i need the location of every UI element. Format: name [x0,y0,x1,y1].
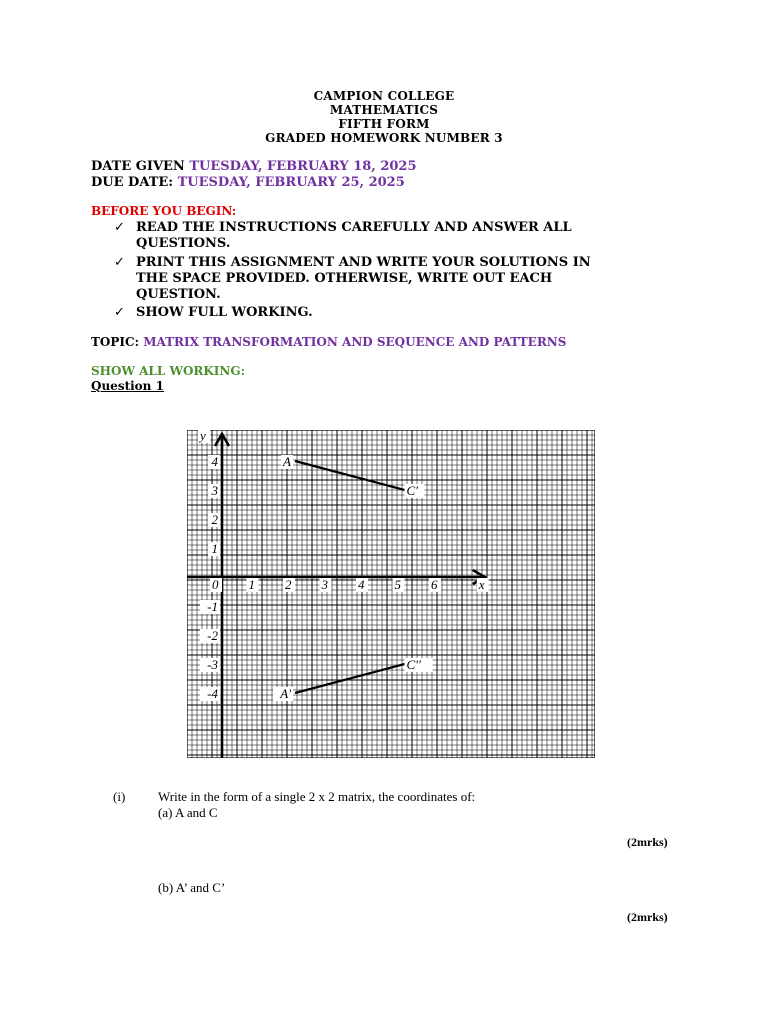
graph-frame [187,430,595,758]
part-b: (b) A’ and C’ [158,880,226,895]
x-tick-label: 3 [321,577,328,592]
instruction-2 [136,255,591,303]
instruction-1 [136,220,572,252]
instruction-1-line-2: QUESTIONS. [136,236,231,251]
y-tick-label: -4 [207,686,218,701]
show-working-heading: SHOW ALL WORKING: [91,364,246,378]
part-b-marks: (2mrks) [627,910,668,924]
x-tick-label: 2 [285,577,292,592]
checkmark-icon: ✓ [114,255,125,270]
instruction-2-line-2: THE SPACE PROVIDED. OTHERWISE, WRITE OUT EACH [136,271,553,286]
point-label: C'' [406,657,421,672]
y-tick-label: -1 [207,599,218,614]
due-date-label: DUE DATE: [91,175,174,190]
y-tick-label: 1 [211,541,218,556]
part-a: (a) A and C [158,805,218,820]
coordinate-graph [187,430,595,763]
y-tick-label: -3 [207,657,218,672]
checkmark-icon: ✓ [114,305,125,320]
instruction-1-line-1: READ THE INSTRUCTIONS CAREFULLY AND ANSWER ALL [136,220,572,235]
y-tick-label: 4 [211,454,218,469]
y-tick-label: 2 [211,512,218,527]
date-given-value: TUESDAY, FEBRUARY 18, 2025 [189,159,417,174]
instruction-3-line-1: SHOW FULL WORKING. [136,305,313,320]
part-a-marks: (2mrks) [627,835,668,849]
before-heading: BEFORE YOU BEGIN: [91,204,237,218]
due-date-value: TUESDAY, FEBRUARY 25, 2025 [177,175,405,190]
question-title: Question 1 [91,379,164,393]
x-tick-label: 4 [358,577,365,592]
x-tick-label: 0 [212,577,219,592]
x-tick-label: 5 [394,577,401,592]
topic-value: MATRIX TRANSFORMATION AND SEQUENCE AND PATTERNS [143,335,567,349]
point-label: A' [280,686,291,701]
y-axis-label: y [200,430,206,443]
x-axis-label: x [478,577,485,592]
instruction-2-line-3: QUESTION. [136,287,221,302]
due-date-line [91,175,405,190]
part-number: (i) [113,789,126,804]
y-tick-label: 3 [211,483,218,498]
checkmark-icon: ✓ [114,220,125,235]
school-name: CAMPION COLLEGE [313,89,455,103]
topic-label: TOPIC: [91,335,139,349]
point-label: A [283,454,291,469]
date-given-label: DATE GIVEN [91,159,185,174]
date-given-line [91,159,417,174]
instruction-3 [136,305,313,321]
topic-line [91,335,566,349]
part-prompt: Write in the form of a single 2 x 2 matrix, the coordinates of: [158,789,476,804]
graph-svg [187,430,595,758]
instruction-2-line-1: PRINT THIS ASSIGNMENT AND WRITE YOUR SOLUTIONS IN [136,255,591,270]
x-tick-label: 1 [248,577,255,592]
y-tick-label: -2 [207,628,218,643]
point-label: C' [406,483,418,498]
form-name: FIFTH FORM [338,117,430,131]
x-tick-label: 6 [431,577,438,592]
assignment-title: GRADED HOMEWORK NUMBER 3 [265,131,503,145]
subject-name: MATHEMATICS [329,103,439,117]
